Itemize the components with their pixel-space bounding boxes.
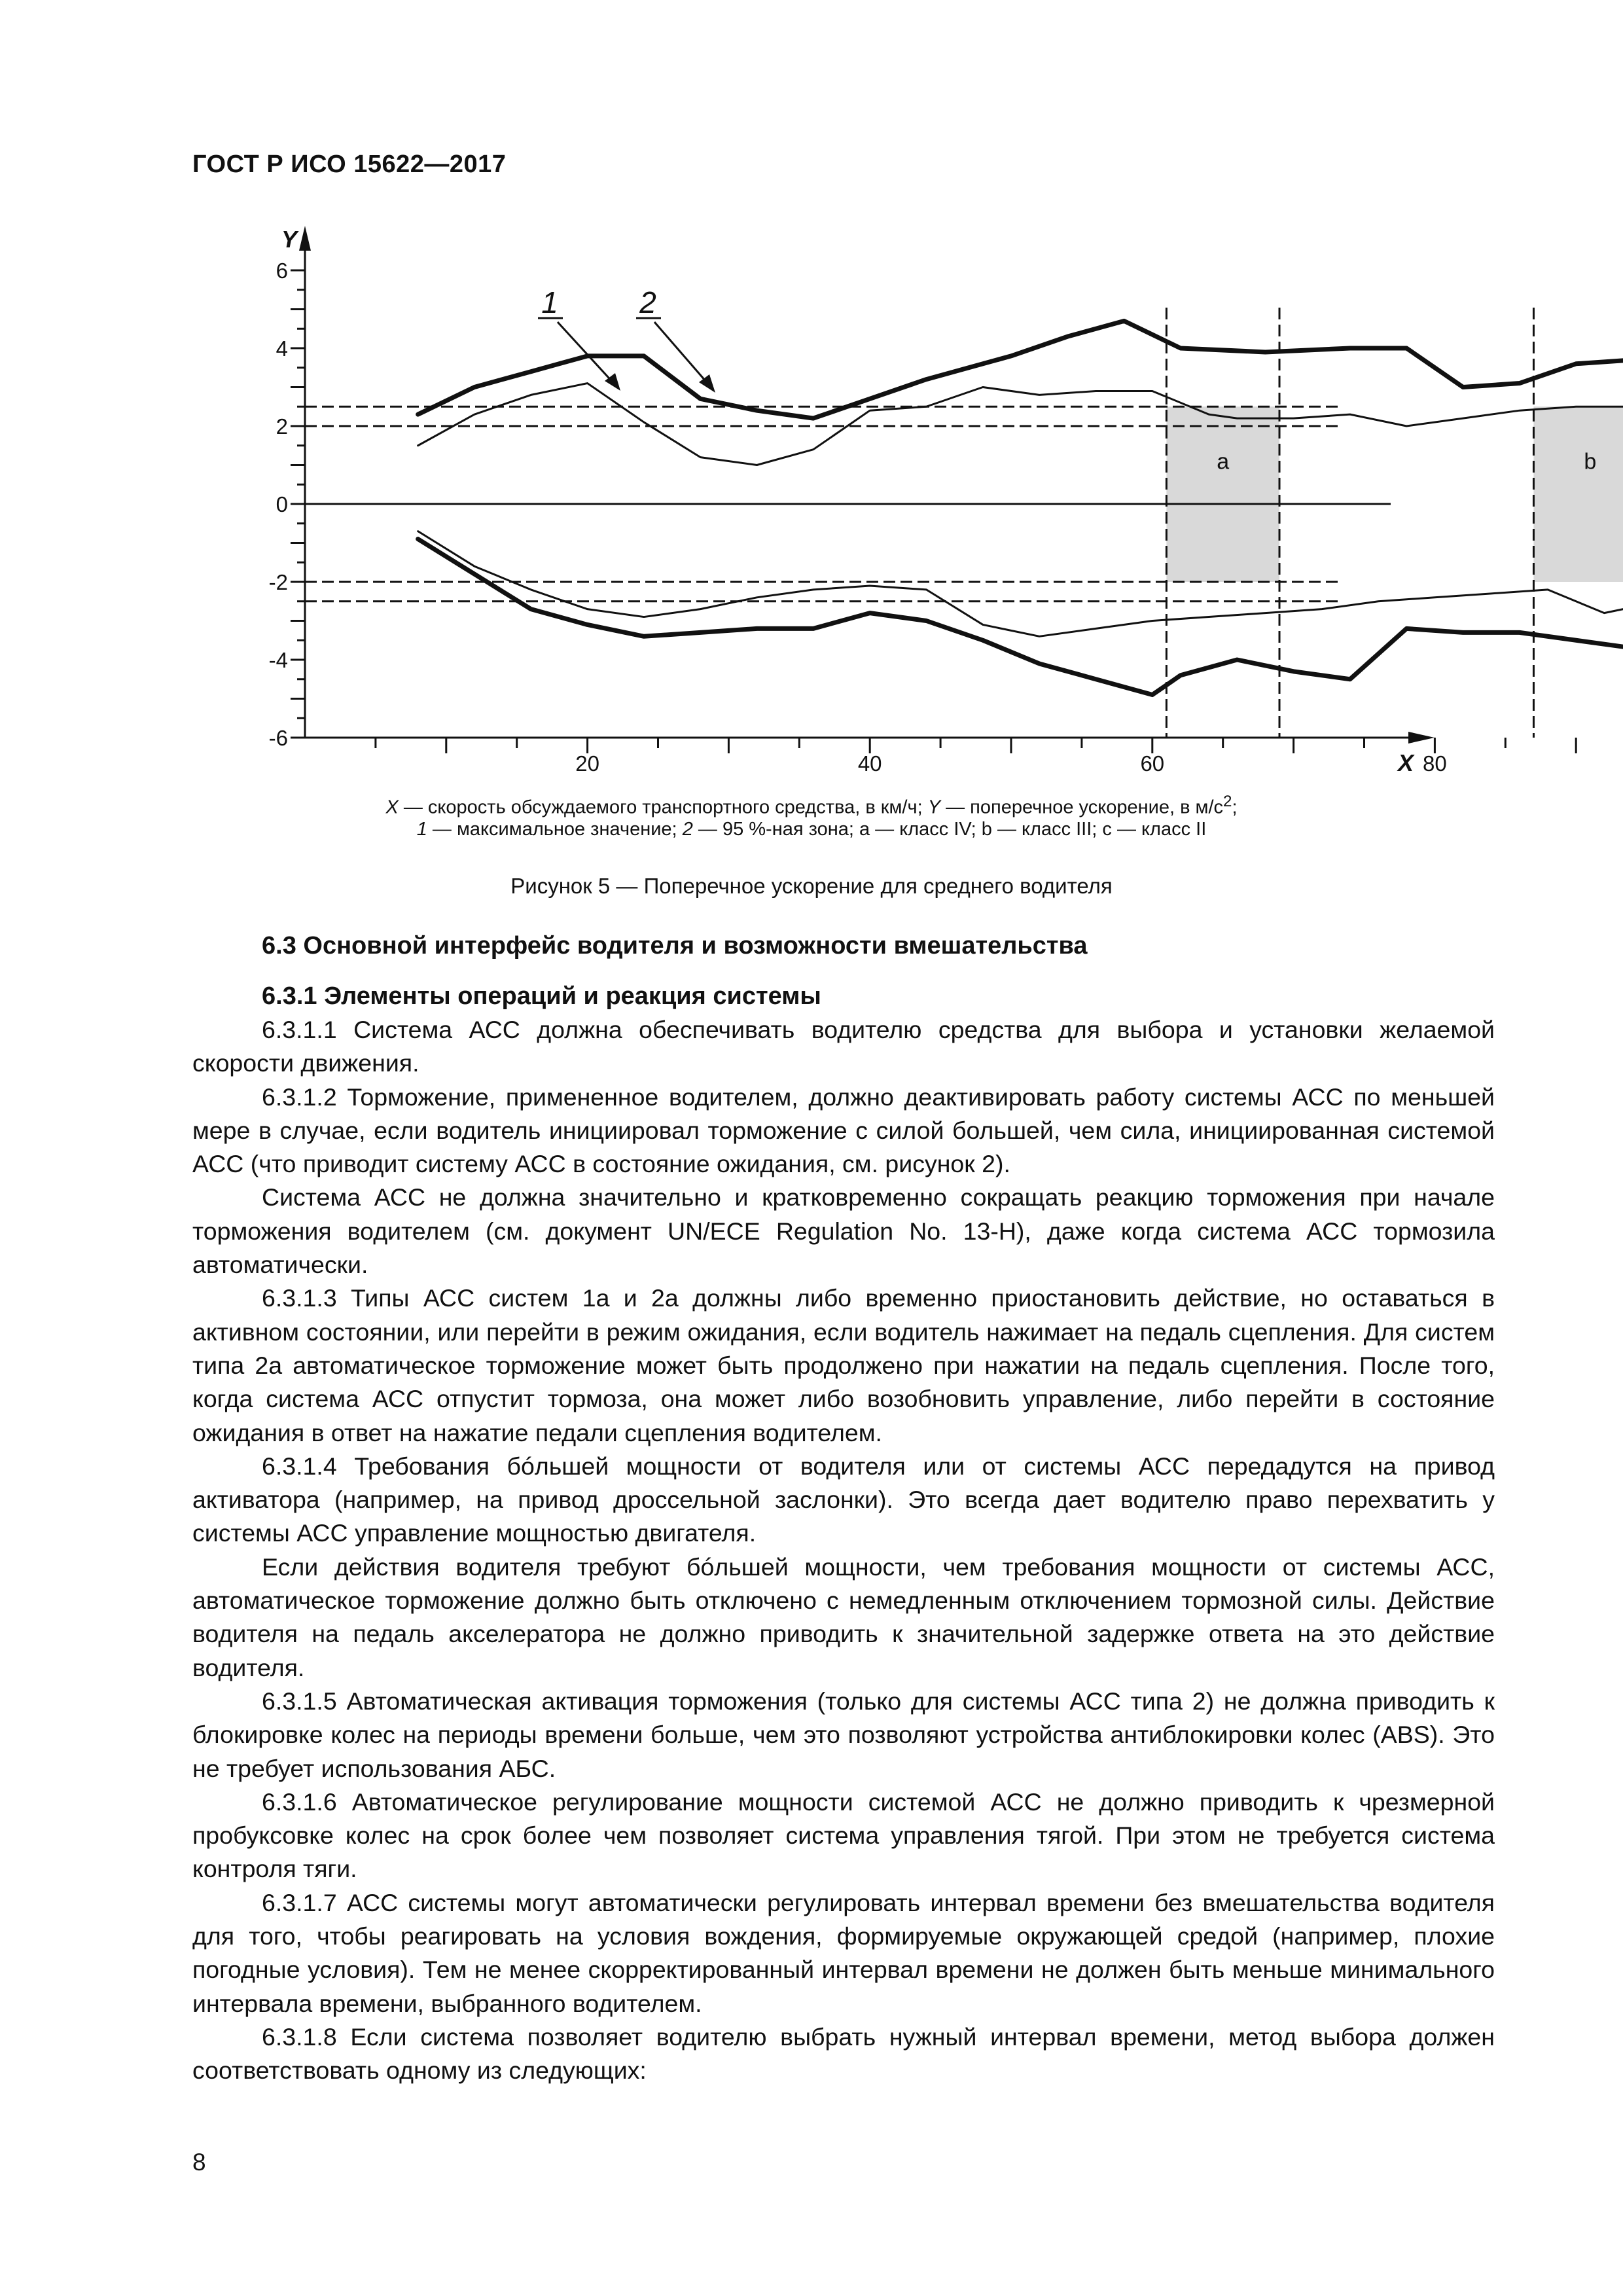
x-tick-label: 60	[1140, 751, 1165, 776]
paragraph-7: 6.3.1.5 Автоматическая активация торможения (только для системы АСС типа 2) не должна приводить к блокировке колес на периоды времени больше, чем это позволяют устройства антиблокировки колес (ABS). Это не требует использования АБС.	[192, 1687, 1495, 1782]
class-zone-b	[1533, 406, 1623, 582]
y-tick-label: -2	[268, 570, 288, 594]
callout-leader-1	[558, 322, 615, 385]
y-axis-arrow	[299, 226, 311, 251]
legend-series2-text: — 95 %-ная зона; а — класс IV; b — класс III; c — класс II	[692, 819, 1207, 840]
series-line-2	[418, 384, 1623, 465]
callout-label-1: 1	[541, 285, 558, 319]
paragraph-10: 6.3.1.8 Если система позволяет водителю выбрать нужный интервал времени, метод выбора должен соответствовать одному из следующих:	[192, 2022, 1495, 2085]
legend-series1-text: — максимальное значение;	[427, 819, 683, 840]
class-zone-a	[1166, 406, 1279, 582]
y-tick-label: 4	[276, 336, 288, 361]
zone-label-a: a	[1217, 449, 1230, 475]
legend-y-sup: 2	[1223, 793, 1232, 810]
section-heading: 6.3 Основной интерфейс водителя и возможности вмешательства	[262, 932, 1088, 960]
lateral-acceleration-chart	[0, 0, 1623, 785]
callout-leader-2	[654, 322, 710, 386]
y-tick-label: -6	[268, 726, 288, 750]
y-tick-label: -4	[268, 648, 288, 672]
zone-label-b: b	[1584, 449, 1597, 475]
x-tick-label: 20	[575, 751, 599, 776]
paragraph-3: Система АСС не должна значительно и кратковременно сокращать реакцию торможения при начале торможения водителем (см. документ UN/ECE Regulation No. 13-H), даже когда система АСС тормозила автоматически.	[192, 1183, 1495, 1279]
y-axis-name: Y	[281, 226, 298, 253]
y-tick-label: 0	[276, 492, 288, 516]
x-tick-label: 40	[857, 751, 882, 776]
paragraph-5: 6.3.1.4 Требования бóльшей мощности от водителя или от системы АСС передадутся на привод активатора (например, на привод дроссельной заслонки). Это всегда дает водителю право перехватить у системы АСС управление мощностью двигателя.	[192, 1452, 1495, 1547]
section-content	[192, 926, 1495, 2088]
paragraph-6: Если действия водителя требуют бóльшей мощности, чем требования мощности от системы АСС, автоматическое торможение должно быть отключено с немедленным отключением тормозной силы. Действие водителя на педаль акселератора не должно приводить к значительной задержке ответа на это действие водителя.	[192, 1552, 1495, 1681]
page-header: ГОСТ Р ИСО 15622—2017	[192, 151, 507, 178]
paragraph-2: 6.3.1.2 Торможение, примененное водителем, должно деактивировать работу системы АСС по меньшей мере в случае, если водитель инициировал торможение с силой большей, чем сила, инициированная системой АСС (что приводит систему АСС в состояние ожидания, см. рисунок 2).	[192, 1083, 1495, 1178]
x-axis-name: X	[1398, 749, 1414, 776]
subsection-heading: 6.3.1 Элементы операций и реакция системы	[262, 982, 821, 1010]
x-axis-arrow	[1408, 732, 1435, 744]
y-tick-label: 6	[276, 259, 288, 283]
y-tick-label: 2	[276, 414, 288, 439]
figure-caption: Рисунок 5 — Поперечное ускорение для среднего водителя	[510, 874, 1113, 898]
paragraph-9: 6.3.1.7 АСС системы могут автоматически регулировать интервал времени без вмешательства водителя для того, чтобы реагировать на условия вождения, формируемые окружающей средой (например, плохие погодные условия). Тем не менее скорректированный интервал времени не должен быть меньше минимального интервала времени, выбранного водителем.	[192, 1888, 1495, 2017]
paragraph-4: 6.3.1.3 Типы АСС систем 1а и 2а должны либо временно приостановить действие, но оставаться в активном состоянии, или перейти в режим ожидания, если водитель нажимает на педаль сцепления. Для систем типа 2а автоматическое торможение может быть продолжено при нажатии на педаль сцепления. После того, когда система АСС отпустит тормоза, она может либо возобновить управление, либо перейти в состояние ожидания в ответ на нажатие педали сцепления водителем.	[192, 1284, 1495, 1446]
legend-line1-end: ;	[1232, 797, 1238, 818]
legend-y-symbol: Y	[927, 797, 941, 818]
legend-x-text: — скорость обсуждаемого транспортного средства, в км/ч;	[398, 797, 928, 818]
series-line-3	[418, 509, 1623, 636]
legend-series1-symbol: 1	[416, 819, 427, 840]
legend-series2-symbol: 2	[682, 819, 693, 840]
x-tick-label: 80	[1423, 751, 1447, 776]
callout-label-2: 2	[639, 285, 656, 319]
legend-line-2	[196, 816, 1427, 842]
paragraph-1: 6.3.1.1 Система АСС должна обеспечивать водителю средства для выбора и установки желаемой скорости движения.	[192, 1016, 1495, 1077]
legend-y-text: — поперечное ускорение, в м/с	[940, 797, 1224, 818]
page-number: 8	[192, 2149, 206, 2176]
paragraph-8: 6.3.1.6 Автоматическое регулирование мощности системой АСС не должно приводить к чрезмерной пробуксовке колес на срок более чем позволяет система управления тягой. При этом не требуется система контроля тяги.	[192, 1787, 1495, 1883]
legend-x-symbol: X	[385, 797, 399, 818]
